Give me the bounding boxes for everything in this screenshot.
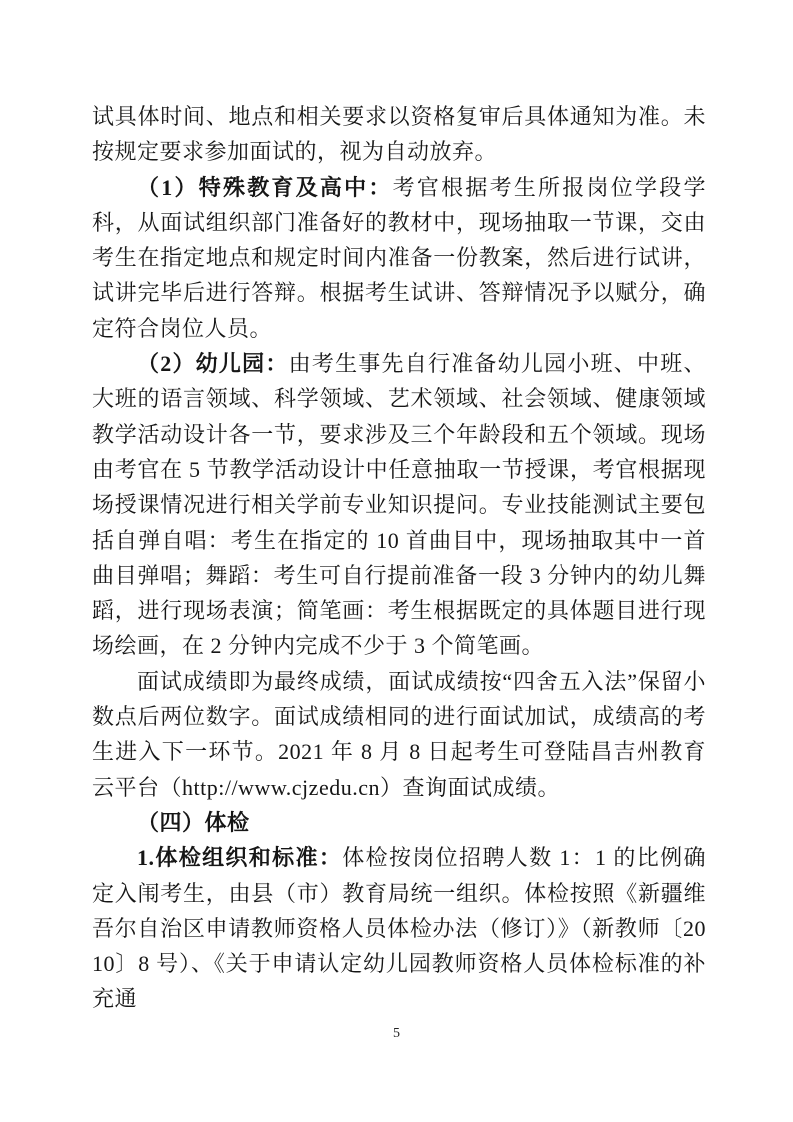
- paragraph: [92, 840, 706, 1016]
- text-run-bold: （1）特殊教育及高中：: [137, 174, 393, 200]
- page-footer: [0, 1024, 793, 1042]
- document-body: [92, 99, 706, 1017]
- paragraph: [92, 346, 706, 664]
- paragraph: [92, 805, 706, 840]
- text-run: 面试成绩即为最终成绩，面试成绩按“四舍五入法”保留小数点后两位数字。面试成绩相同的进行面试加试，成绩高的考生进入下一环节。2021 年 8 月 8 日起考生可登陆昌吉州教育云平台（http://www.cjzedu.cn）查询面试成绩。: [92, 668, 706, 800]
- text-run: 试具体时间、地点和相关要求以资格复审后具体通知为准。未按规定要求参加面试的，视为自动放弃。: [92, 104, 706, 165]
- text-run: 由考生事先自行准备幼儿园小班、中班、大班的语言领域、科学领域、艺术领域、社会领域、健康领域教学活动设计各一节，要求涉及三个年龄段和五个领域。现场由考官在 5 节教学活动设计中任意抽取一节授课，考官根据现场授课情况进行相关学前专业知识提问。专业技能测试主要包括自弹自唱：考生在指定的 10 首曲目中，现场抽取其中一首曲目弹唱；舞蹈：考生可自行提前准备一段 3 分钟内的幼儿舞蹈，进行现场表演；简笔画：考生根据既定的具体题目进行现场绘画，在 2 分钟内完成不少于 3 个简笔画。: [92, 351, 706, 659]
- paragraph: [92, 99, 706, 170]
- paragraph: [92, 170, 706, 346]
- text-run: 体检按岗位招聘人数 1：1 的比例确定入闱考生，由县（市）教育局统一组织。体检按照《新疆维吾尔自治区申请教师资格人员体检办法（修订）》（新教师〔2010〕8 号）、《关于申请认定幼儿园教师资格人员体检标准的补充通: [92, 845, 706, 1012]
- text-run-bold: 1.体检组织和标准：: [137, 845, 343, 871]
- text-run: 考官根据考生所报岗位学段学科，从面试组织部门准备好的教材中，现场抽取一节课，交由考生在指定地点和规定时间内准备一份教案，然后进行试讲，试讲完毕后进行答辩。根据考生试讲、答辩情况予以赋分，确定符合岗位人员。: [92, 174, 706, 341]
- text-run-bold: （四）体检: [137, 809, 250, 835]
- page-number: 5: [393, 1026, 400, 1041]
- text-run-bold: （2）幼儿园：: [137, 351, 289, 377]
- paragraph: [92, 664, 706, 805]
